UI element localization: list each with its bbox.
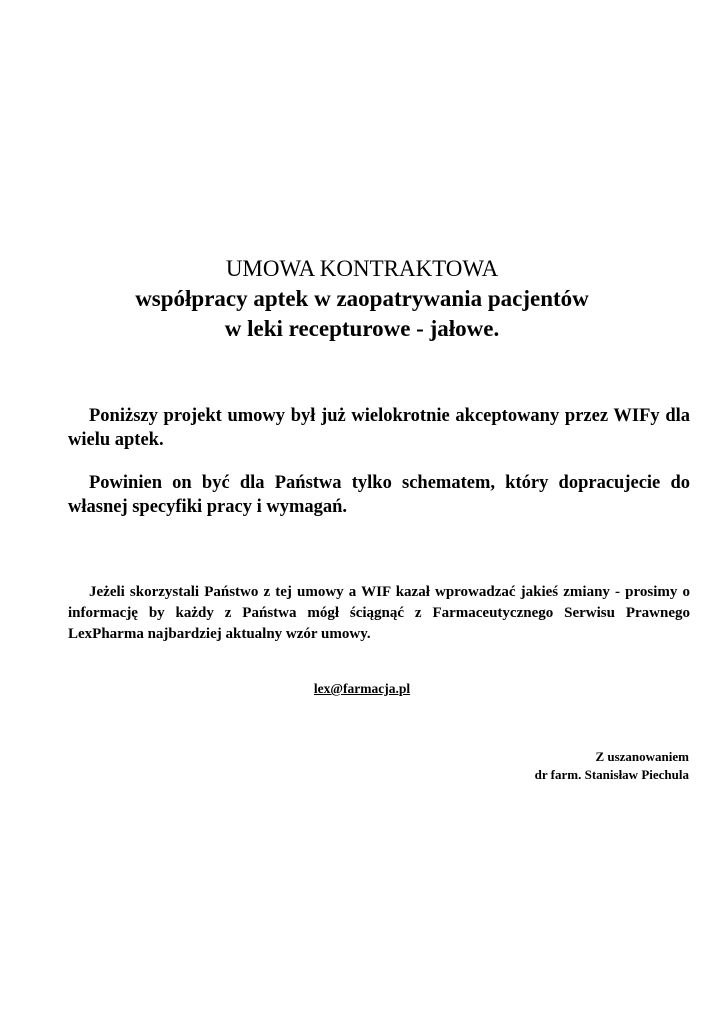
feedback-request-paragraph: Jeżeli skorzystali Państwo z tej umowy a WIF kazał wprowadzać jakieś zmiany - prosimy o informację by każdy z Państwa mógł ściągnąć z Farmaceutycznego Serwisu Prawnego LexPharma najbardziej aktualny wzór umowy.	[68, 584, 690, 642]
contact-email-link[interactable]: lex@farmacja.pl	[313, 681, 411, 696]
title-line-2: współpracy aptek w zaopatrywania pacjentów	[135, 286, 589, 311]
title-line-1: UMOWA KONTRAKTOWA	[225, 256, 499, 281]
signature-closing: Z uszanowaniem	[595, 749, 689, 764]
document-title	[0, 254, 724, 344]
intro-paragraph: Poniższy projekt umowy był już wielokrotnie akceptowany przez WIFy dla wielu aptek.	[68, 406, 690, 450]
template-note-paragraph: Powinien on być dla Państwa tylko schematem, który dopracujecie do własnej specyfiki pracy i wymagań.	[68, 473, 690, 517]
signature-name: dr farm. Stanisław Piechula	[534, 767, 689, 782]
title-line-3: w leki recepturowe - jałowe.	[224, 316, 500, 341]
signature-block	[535, 748, 689, 784]
